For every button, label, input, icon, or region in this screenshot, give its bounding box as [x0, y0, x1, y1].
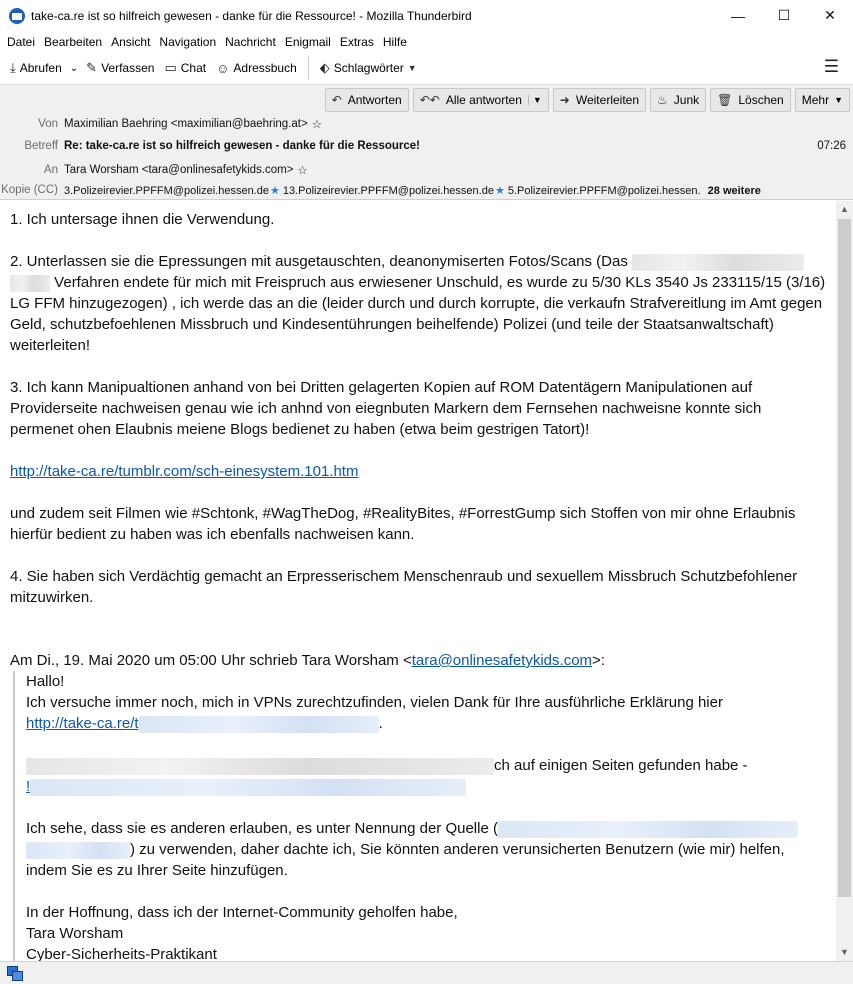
body-paragraph: 3. Ich kann Manipualtionen anhand von bei Dritten gelagerten Kopien auf ROM Datentägern Manipulationen auf Providerseite nachweisen genau wie ich anhnd von eiegnbuten Markern dem Fernsehen nachweisne konnte sich permenet ohen Elaubnis meiene Blogs bedienet zu haben (etwa beim gestrigen Tatort)! — [10, 379, 762, 438]
chevron-down-icon: ▼ — [407, 63, 417, 73]
menu-bar — [0, 31, 853, 52]
quote-link[interactable]: ! — [26, 778, 31, 795]
reply-button[interactable] — [325, 88, 409, 112]
to-row — [0, 160, 853, 180]
tag-icon: ⬖ — [319, 60, 330, 75]
star-icon[interactable]: ★ — [269, 184, 280, 197]
compose-label: Verfassen — [101, 61, 155, 75]
redacted-block — [632, 254, 804, 271]
quote-text: Ich sehe, dass sie es anderen erlauben, es unter Nennung der Quelle ( — [26, 820, 498, 837]
vertical-scrollbar[interactable] — [836, 201, 853, 961]
quote-line — [26, 776, 826, 797]
cc-values — [64, 184, 761, 197]
cc-address[interactable]: 5.Polizeirevier.PPFFM@polizei.hessen. — [507, 184, 701, 197]
person-icon: ☺ — [216, 60, 230, 76]
redacted-block — [26, 842, 130, 859]
subject-value: Re: take-ca.re ist so hilfreich gewesen - danke für die Ressource! — [64, 140, 420, 152]
junk-button[interactable] — [650, 88, 706, 112]
body-paragraph: und zudem seit Filmen wie #Schtonk, #WagTheDog, #RealityBites, #ForrestGump sich Stoffen von mir ohne Erlaubnis hierfür bedient zu haben was ich ebenfalls nachweisen kann. — [10, 505, 796, 543]
quoted-message — [13, 671, 826, 961]
quote-email-link[interactable]: tara@onlinesafetykids.com — [411, 652, 593, 669]
window-title: take-ca.re ist so hilfreich gewesen - danke für die Ressource! - Mozilla Thunderbird — [31, 8, 472, 23]
from-value[interactable]: Maximilian Baehring <maximilian@baehring.at> — [64, 118, 308, 130]
menu-extras[interactable]: Extras — [339, 34, 374, 49]
get-mail-button[interactable] — [5, 55, 67, 81]
spacer — [26, 881, 826, 902]
toolbar-separator — [308, 56, 309, 80]
to-label: An — [43, 164, 58, 176]
cc-address[interactable]: 3.Polizeirevier.PPFFM@polizei.hessen.de — [64, 184, 269, 197]
quote-line: Tara Worsham — [26, 925, 124, 942]
subject-label: Betreff — [24, 140, 58, 152]
tags-button[interactable] — [315, 55, 422, 81]
more-button[interactable] — [795, 88, 850, 112]
flame-icon: ♨ — [657, 93, 668, 107]
from-row — [0, 114, 853, 134]
window-controls — [715, 0, 853, 31]
close-button[interactable]: ✕ — [824, 7, 836, 23]
from-label: Von — [38, 118, 58, 130]
cc-row — [0, 180, 853, 200]
hamburger-icon[interactable]: ☰ — [823, 57, 839, 76]
star-icon[interactable]: ★ — [494, 184, 505, 197]
quote-line: Ich versuche immer noch, mich in VPNs zurechtzufinden, vielen Dank für Ihre ausführliche Erklärung hier — [26, 694, 723, 711]
menu-bearbeiten[interactable]: Bearbeiten — [44, 34, 103, 49]
body-text: Verfahren endete für mich mit Freispruch aus erwiesener Unschuld, es wurde zu 5/30 KLs 3540 Js 233115/15 (3/16) LG FFM hinzugezogen) , ich werde das an die (leider durch und durch korrupte, die verkaufn Strafvereitlung im Amt gegen Geld, schutzbefoehlenen Missbruch und Kindesentührungen beihelfende) Polizei (und teile der Staatsanwaltschaft) weiterleiten! — [10, 274, 826, 354]
tags-label: Schlagwörter — [333, 61, 404, 75]
quote-text: ) zu verwenden, daher dachte ich, Sie könnten anderen verunsicherten Benutzern (wie mir) helfen, indem Sie es zu Ihrer Seite hinzufügen. — [26, 841, 785, 879]
maximize-button[interactable]: ☐ — [777, 7, 791, 23]
scroll-down-arrow-icon[interactable]: ▼ — [840, 947, 849, 957]
cc-more-link[interactable]: 28 weitere — [707, 184, 761, 197]
redacted-block — [30, 779, 466, 796]
address-book-label: Adressbuch — [233, 61, 297, 75]
quote-line — [26, 755, 826, 776]
to-value[interactable]: Tara Worsham <tara@onlinesafetykids.com> — [64, 164, 294, 176]
cc-address[interactable]: 13.Polizeirevier.PPFFM@polizei.hessen.de — [282, 184, 494, 197]
spacer — [26, 734, 826, 755]
reply-all-label: Alle antworten — [445, 93, 522, 107]
quote-text: . — [378, 715, 383, 732]
address-book-button[interactable] — [211, 55, 302, 81]
body-paragraph — [10, 461, 826, 482]
quote-line — [26, 818, 826, 881]
chat-label: Chat — [180, 61, 207, 75]
reply-icon: ↶ — [331, 93, 342, 107]
online-status-icon[interactable] — [7, 966, 21, 979]
redacted-block — [498, 821, 798, 838]
body-paragraph: 4. Sie haben sich Verdächtig gemacht an Erpresserischem Menschenraub und sexuellem Missbruch Schutzbefohlener mitzuwirken. — [10, 568, 798, 606]
compose-button[interactable] — [81, 55, 159, 81]
quote-intro-text: Am Di., 19. Mai 2020 um 05:00 Uhr schrieb Tara Worsham < — [10, 652, 412, 669]
chevron-down-icon[interactable]: ▼ — [528, 95, 542, 105]
quote-intro-end: >: — [592, 652, 605, 669]
message-body — [0, 201, 836, 961]
download-icon: ⤓ — [10, 60, 16, 75]
redacted-block — [139, 716, 379, 733]
cc-label: Kopie (CC) — [1, 184, 58, 196]
chat-button[interactable] — [159, 55, 211, 81]
delete-label: Löschen — [738, 93, 784, 107]
forward-icon: ➜ — [559, 93, 570, 107]
get-mail-label: Abrufen — [19, 61, 62, 75]
message-header — [0, 85, 853, 200]
chevron-down-icon: ⌄ — [69, 62, 79, 74]
trash-icon: 🗑 — [717, 93, 733, 107]
quote-line: Hallo! — [26, 673, 65, 690]
more-label: Mehr — [801, 93, 830, 107]
quote-link[interactable]: http://take-ca.re/t — [26, 715, 139, 732]
quote-line: In der Hoffnung, dass ich der Internet-Community geholfen habe, — [26, 904, 458, 921]
star-icon[interactable]: ☆ — [311, 119, 323, 131]
forward-button[interactable] — [553, 88, 646, 112]
body-paragraph: 1. Ich untersage ihnen die Verwendung. — [10, 211, 275, 228]
delete-button[interactable] — [710, 88, 791, 112]
menu-enigmail[interactable]: Enigmail — [284, 34, 331, 49]
main-toolbar — [0, 52, 853, 85]
scroll-thumb[interactable] — [838, 219, 851, 897]
chevron-down-icon: ▼ — [834, 95, 843, 105]
forward-label: Weiterleiten — [575, 93, 639, 107]
reply-label: Antworten — [347, 93, 402, 107]
menu-ansicht[interactable]: Ansicht — [111, 34, 151, 49]
body-paragraph — [10, 251, 826, 356]
menu-datei[interactable]: Datei — [7, 34, 36, 49]
reply-all-button[interactable] — [413, 88, 549, 112]
spacer — [26, 797, 826, 818]
quote-line: Cyber-Sicherheits-Praktikant — [26, 946, 217, 961]
menu-hilfe[interactable]: Hilfe — [382, 34, 407, 49]
redacted-block — [10, 275, 50, 292]
title-bar — [0, 0, 853, 31]
body-text: 2. Unterlassen sie die Epressungen mit ausgetauschten, deanonymiserten Fotos/Scans (Das — [10, 253, 628, 270]
message-actions — [325, 88, 850, 112]
redacted-block — [26, 758, 494, 775]
subject-row — [0, 136, 853, 156]
spacer — [10, 629, 826, 650]
chat-bubble-icon: ▭ — [164, 60, 177, 75]
status-bar — [0, 961, 853, 984]
minimize-button[interactable]: — — [731, 7, 745, 24]
menu-navigation[interactable]: Navigation — [159, 34, 217, 49]
quote-intro — [10, 650, 826, 671]
body-link[interactable]: http://take-ca.re/tumblr.com/sch-einesystem.101.htm — [10, 463, 359, 480]
message-time: 07:26 — [817, 140, 846, 152]
thunderbird-icon — [9, 8, 25, 24]
get-mail-dropdown[interactable] — [67, 55, 81, 81]
reply-all-icon: ↶↶ — [419, 93, 440, 107]
quote-text: ch auf einigen Seiten gefunden habe - — [494, 757, 748, 774]
menu-nachricht[interactable]: Nachricht — [225, 34, 276, 49]
quote-line — [26, 713, 826, 734]
pencil-icon: ✎ — [86, 60, 98, 75]
star-icon[interactable]: ☆ — [297, 165, 308, 177]
scroll-up-arrow-icon[interactable]: ▲ — [840, 204, 849, 214]
junk-label: Junk — [673, 93, 700, 107]
